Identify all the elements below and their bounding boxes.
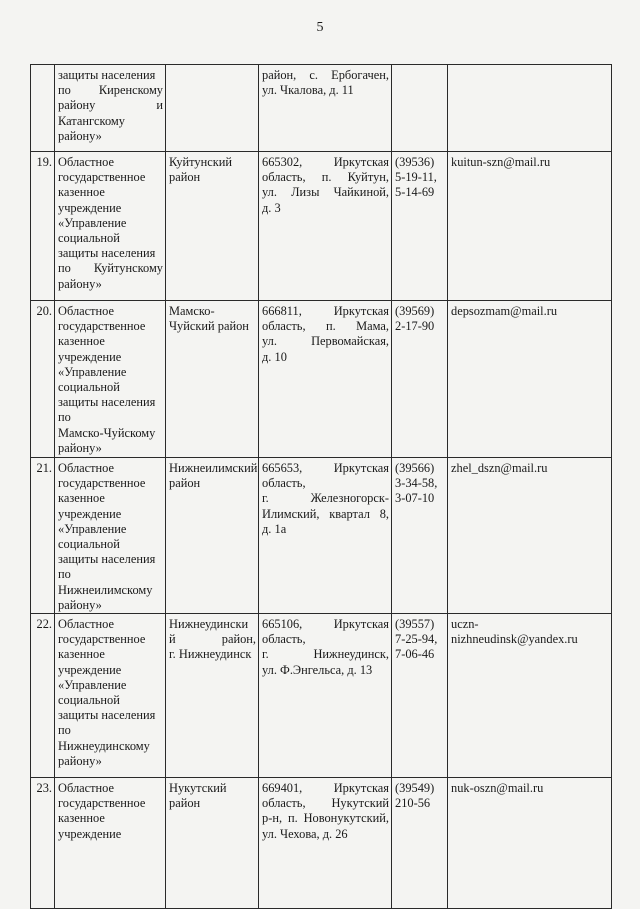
area-line: Нукутский [169, 781, 227, 796]
phone-cell [392, 152, 448, 301]
email-address: uczn- nizhneudinsk@yandex.ru [451, 617, 578, 647]
phone-line: (39536) [395, 155, 435, 169]
address-cell [259, 301, 392, 458]
phone-cell [392, 65, 448, 152]
address-line: область, п. Мама, [262, 319, 389, 334]
name-line: социальной [58, 693, 120, 708]
name-line: по Киренскому [58, 83, 163, 98]
district-cell [166, 301, 259, 458]
institution-name-cell [55, 778, 166, 909]
name-line: «Управление [58, 215, 127, 230]
institution-name-cell [55, 65, 166, 152]
area-line: г. Нижнеудинск [169, 647, 252, 662]
address-cell [259, 458, 392, 614]
page-number: 5 [316, 20, 324, 35]
address-line: ул. Ф.Энгельса, д. 13 [262, 662, 373, 677]
name-line: защиты населения [58, 246, 156, 261]
address-line: ул. Чехова, д. 26 [262, 826, 348, 841]
email-address: depsozmam@mail.ru [451, 304, 558, 318]
name-line: учреждение [58, 349, 122, 364]
address-line: район, с. Ербогачен, [262, 68, 389, 82]
table-row [31, 65, 612, 152]
name-line: району» [58, 597, 102, 612]
phone-cell [392, 301, 448, 458]
district-cell [166, 614, 259, 778]
name-line: казенное [58, 811, 105, 826]
email-address: kuitun-szn@mail.ru [451, 155, 551, 169]
name-line: Областное [58, 617, 115, 632]
phone-line: 5-19-11, [395, 170, 437, 185]
phone-line: 2-17-90 [395, 319, 435, 334]
row-number-cell [31, 301, 55, 458]
name-line: Мамско-Чуйскому [58, 425, 156, 440]
area-line: Нижнеилимский [169, 461, 258, 475]
address-line: р-н, п. Новонукутский, [262, 811, 389, 826]
name-line: по [58, 567, 71, 582]
name-line: государственное [58, 170, 146, 185]
district-cell [166, 152, 259, 301]
row-number: 19. [36, 155, 52, 169]
phone-line: 7-25-94, [395, 632, 438, 647]
area-line: район [169, 796, 201, 811]
name-line: Нижнеилимскому [58, 582, 153, 597]
email-cell [448, 614, 612, 778]
name-line: Катангскому [58, 113, 125, 128]
name-line: учреждение [58, 506, 122, 521]
phone-line: (39566) [395, 461, 435, 475]
address-line: д. 10 [262, 349, 287, 364]
row-number-cell [31, 614, 55, 778]
district-cell [166, 65, 259, 152]
address-cell [259, 614, 392, 778]
name-line: по Куйтунскому [58, 261, 163, 276]
row-number: 22. [36, 617, 52, 632]
name-line: учреждение [58, 662, 122, 677]
address-cell [259, 778, 392, 909]
email-address: nuk-oszn@mail.ru [451, 781, 544, 796]
name-line: району» [58, 753, 102, 768]
table-row [31, 458, 612, 614]
phone-line: (39549) [395, 781, 435, 796]
name-line: по [58, 410, 71, 425]
area-line: Куйтунский [169, 155, 233, 169]
address-line: 669401, Иркутская [262, 781, 389, 796]
email-cell [448, 458, 612, 614]
phone-cell [392, 778, 448, 909]
address-line: ул. Первомайская, [262, 334, 389, 349]
registry-table [30, 64, 612, 909]
name-line: защиты населения [58, 552, 156, 567]
email-cell [448, 778, 612, 909]
phone-line: 7-06-46 [395, 647, 435, 662]
name-line: Областное [58, 304, 115, 318]
address-line: д. 3 [262, 200, 281, 215]
name-line: «Управление [58, 521, 127, 536]
phone-line: (39569) [395, 304, 435, 318]
name-line: государственное [58, 476, 146, 491]
table-row [31, 301, 612, 458]
name-line: Областное [58, 461, 115, 475]
district-cell [166, 778, 259, 909]
name-line: государственное [58, 632, 146, 647]
address-line: область, п. Куйтун, [262, 170, 389, 185]
institution-name-cell [55, 152, 166, 301]
table-row [31, 152, 612, 301]
name-line: социальной [58, 231, 120, 246]
name-line: государственное [58, 796, 146, 811]
name-line: социальной [58, 537, 120, 552]
phone-line: 210-56 [395, 796, 431, 811]
address-line: область, [262, 476, 306, 491]
area-line: Нижнеудински [169, 617, 249, 632]
name-line: защиты населения [58, 708, 156, 723]
name-line: учреждение [58, 826, 122, 841]
name-line: по [58, 723, 71, 738]
phone-cell [392, 458, 448, 614]
area-line: район [169, 170, 201, 185]
email-cell [448, 152, 612, 301]
address-line: д. 1а [262, 521, 287, 536]
name-line: Областное [58, 781, 115, 796]
address-line: область, [262, 632, 306, 647]
address-line: 666811, Иркутская [262, 304, 389, 318]
email-cell [448, 301, 612, 458]
area-line: район [169, 476, 201, 491]
row-number-cell [31, 778, 55, 909]
institution-name-cell [55, 614, 166, 778]
name-line: району и [58, 98, 163, 113]
area-line: Чуйский район [169, 319, 249, 334]
table-row [31, 778, 612, 909]
address-line: 665106, Иркутская [262, 617, 389, 632]
name-line: «Управление [58, 677, 127, 692]
address-cell [259, 65, 392, 152]
name-line: казенное [58, 647, 105, 662]
address-line: г. Железногорск- [262, 491, 389, 506]
name-line: казенное [58, 185, 105, 200]
row-number-cell [31, 458, 55, 614]
address-line: ул. Чкалова, д. 11 [262, 83, 354, 98]
row-number-cell [31, 65, 55, 152]
address-line: область, Нукутский [262, 796, 389, 811]
row-number: 20. [36, 304, 52, 318]
institution-name-cell [55, 458, 166, 614]
name-line: защиты населения [58, 68, 156, 82]
phone-line: 3-07-10 [395, 491, 435, 506]
name-line: району» [58, 440, 102, 455]
phone-line: 5-14-69 [395, 185, 435, 200]
table-row [31, 614, 612, 778]
address-line: ул. Лизы Чайкиной, [262, 185, 389, 200]
phone-line: (39557) [395, 617, 435, 632]
name-line: казенное [58, 334, 105, 349]
name-line: району» [58, 276, 102, 291]
name-line: учреждение [58, 200, 122, 215]
name-line: «Управление [58, 364, 127, 379]
address-cell [259, 152, 392, 301]
address-line: 665653, Иркутская [262, 461, 389, 475]
address-line: Илимский, квартал 8, [262, 506, 389, 521]
row-number: 23. [36, 781, 52, 796]
area-line: й район, [169, 632, 256, 647]
area-line: Мамско- [169, 304, 215, 318]
phone-cell [392, 614, 448, 778]
district-cell [166, 458, 259, 614]
email-address: zhel_dszn@mail.ru [451, 461, 548, 475]
registry-table-body [31, 65, 612, 909]
name-line: казенное [58, 491, 105, 506]
name-line: государственное [58, 319, 146, 334]
name-line: Областное [58, 155, 115, 169]
email-cell [448, 65, 612, 152]
name-line: социальной [58, 380, 120, 395]
name-line: Нижнеудинскому [58, 738, 150, 753]
name-line: району» [58, 128, 102, 143]
row-number-cell [31, 152, 55, 301]
row-number: 21. [36, 461, 52, 475]
name-line: защиты населения [58, 395, 156, 410]
phone-line: 3-34-58, [395, 476, 438, 491]
address-line: г. Нижнеудинск, [262, 647, 389, 662]
institution-name-cell [55, 301, 166, 458]
address-line: 665302, Иркутская [262, 155, 389, 169]
